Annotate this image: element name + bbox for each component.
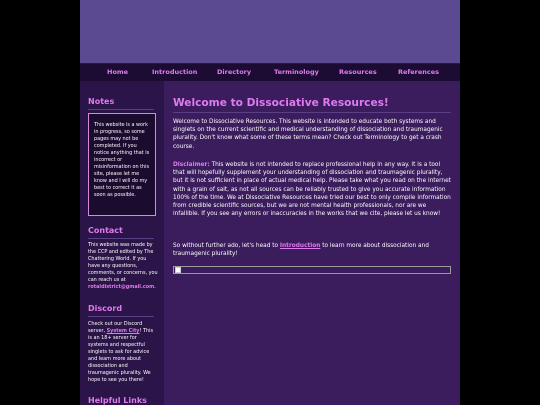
notes-divider (88, 109, 154, 110)
contact-text: This website was made by the CCP and edited by The Chattering World. If you have any questions, comments, or concerns, you can reach us at (88, 242, 158, 284)
contact-email[interactable]: rotaldistrict@gmail.com (88, 284, 155, 291)
nav-bar (80, 63, 460, 82)
notes-box (88, 113, 156, 216)
disclaimer-paragraph (173, 161, 452, 218)
disclaimer-label: Disclaimer: (173, 162, 210, 168)
contact-divider (88, 238, 154, 239)
nav-terminology[interactable]: Terminology (274, 68, 319, 76)
title-divider (173, 112, 451, 113)
contact-heading: Contact (88, 226, 123, 235)
nav-resources[interactable]: Resources (339, 68, 377, 76)
nav-directory[interactable]: Directory (217, 68, 252, 76)
closing-text-before: So without further ado, let's head to (173, 243, 279, 249)
page-wrapper (80, 0, 460, 405)
introduction-link[interactable]: Introduction (279, 243, 321, 249)
discord-text-2: ! This is an 18+ server for systems and respectful singlets to ask for advice and learn more about dissociation and traumagenic plurality. We hope to see you there! (88, 328, 153, 384)
broken-image (173, 266, 451, 274)
main-content (165, 81, 460, 405)
notes-heading: Notes (88, 97, 115, 106)
disclaimer-text: This website is not intended to replace professional help in any way. It is a tool that will hopefully supplement your understanding of dissociation and traumagenic plurality, but it is not sufficient in place of actual medical help. Please take what you read on the internet with a grain of salt, as not all sources can be reliably trusted to give you accurate information 100% of the time. We at Dissociative Resources have tried our best to only compile information from credible scientific sources, but we are not mental health professionals, nor are we infallible. If you see any errors or inaccuracies in the works that we cite, please let us know! (173, 162, 451, 218)
discord-link[interactable]: System City (106, 328, 140, 335)
contact-text-block: This website was made by the CCP and edited by The Chattering World. If you have any questions, comments, or concerns, you can reach us at rotaldistrict@gmail.com. (88, 242, 158, 291)
discord-heading: Discord (88, 304, 123, 313)
helpful-links-heading: Helpful Links (88, 396, 147, 405)
closing-paragraph (173, 242, 452, 258)
nav-home[interactable]: Home (107, 68, 129, 76)
discord-text-1: Check out our Discord server, (88, 321, 143, 335)
page-title: Welcome to Dissociative Resources! (173, 97, 389, 109)
discord-divider (88, 316, 154, 317)
header-banner (80, 0, 460, 63)
sidebar (80, 81, 164, 405)
notes-text: This website is a work in progress, so some pages may not be completed. If you notice anything that is incorrect or misinformation on this site, please let me know and I will do my best to correct it as soon as possible. (94, 122, 150, 199)
nav-introduction[interactable]: Introduction (152, 68, 198, 76)
closing-text-after: to learn more about dissociation and traumagenic plurality! (173, 243, 429, 258)
nav-references[interactable]: References (398, 68, 440, 76)
intro-paragraph: Welcome to Dissociative Resources. This website is intended to educate both systems and singlets on the current scientific and medical understanding of dissociation and traumagenic plurality. Don't know what some of these terms mean? Check out Terminology to get a crash course. (173, 119, 443, 150)
broken-image-icon (175, 267, 181, 273)
discord-text-block (88, 321, 158, 384)
